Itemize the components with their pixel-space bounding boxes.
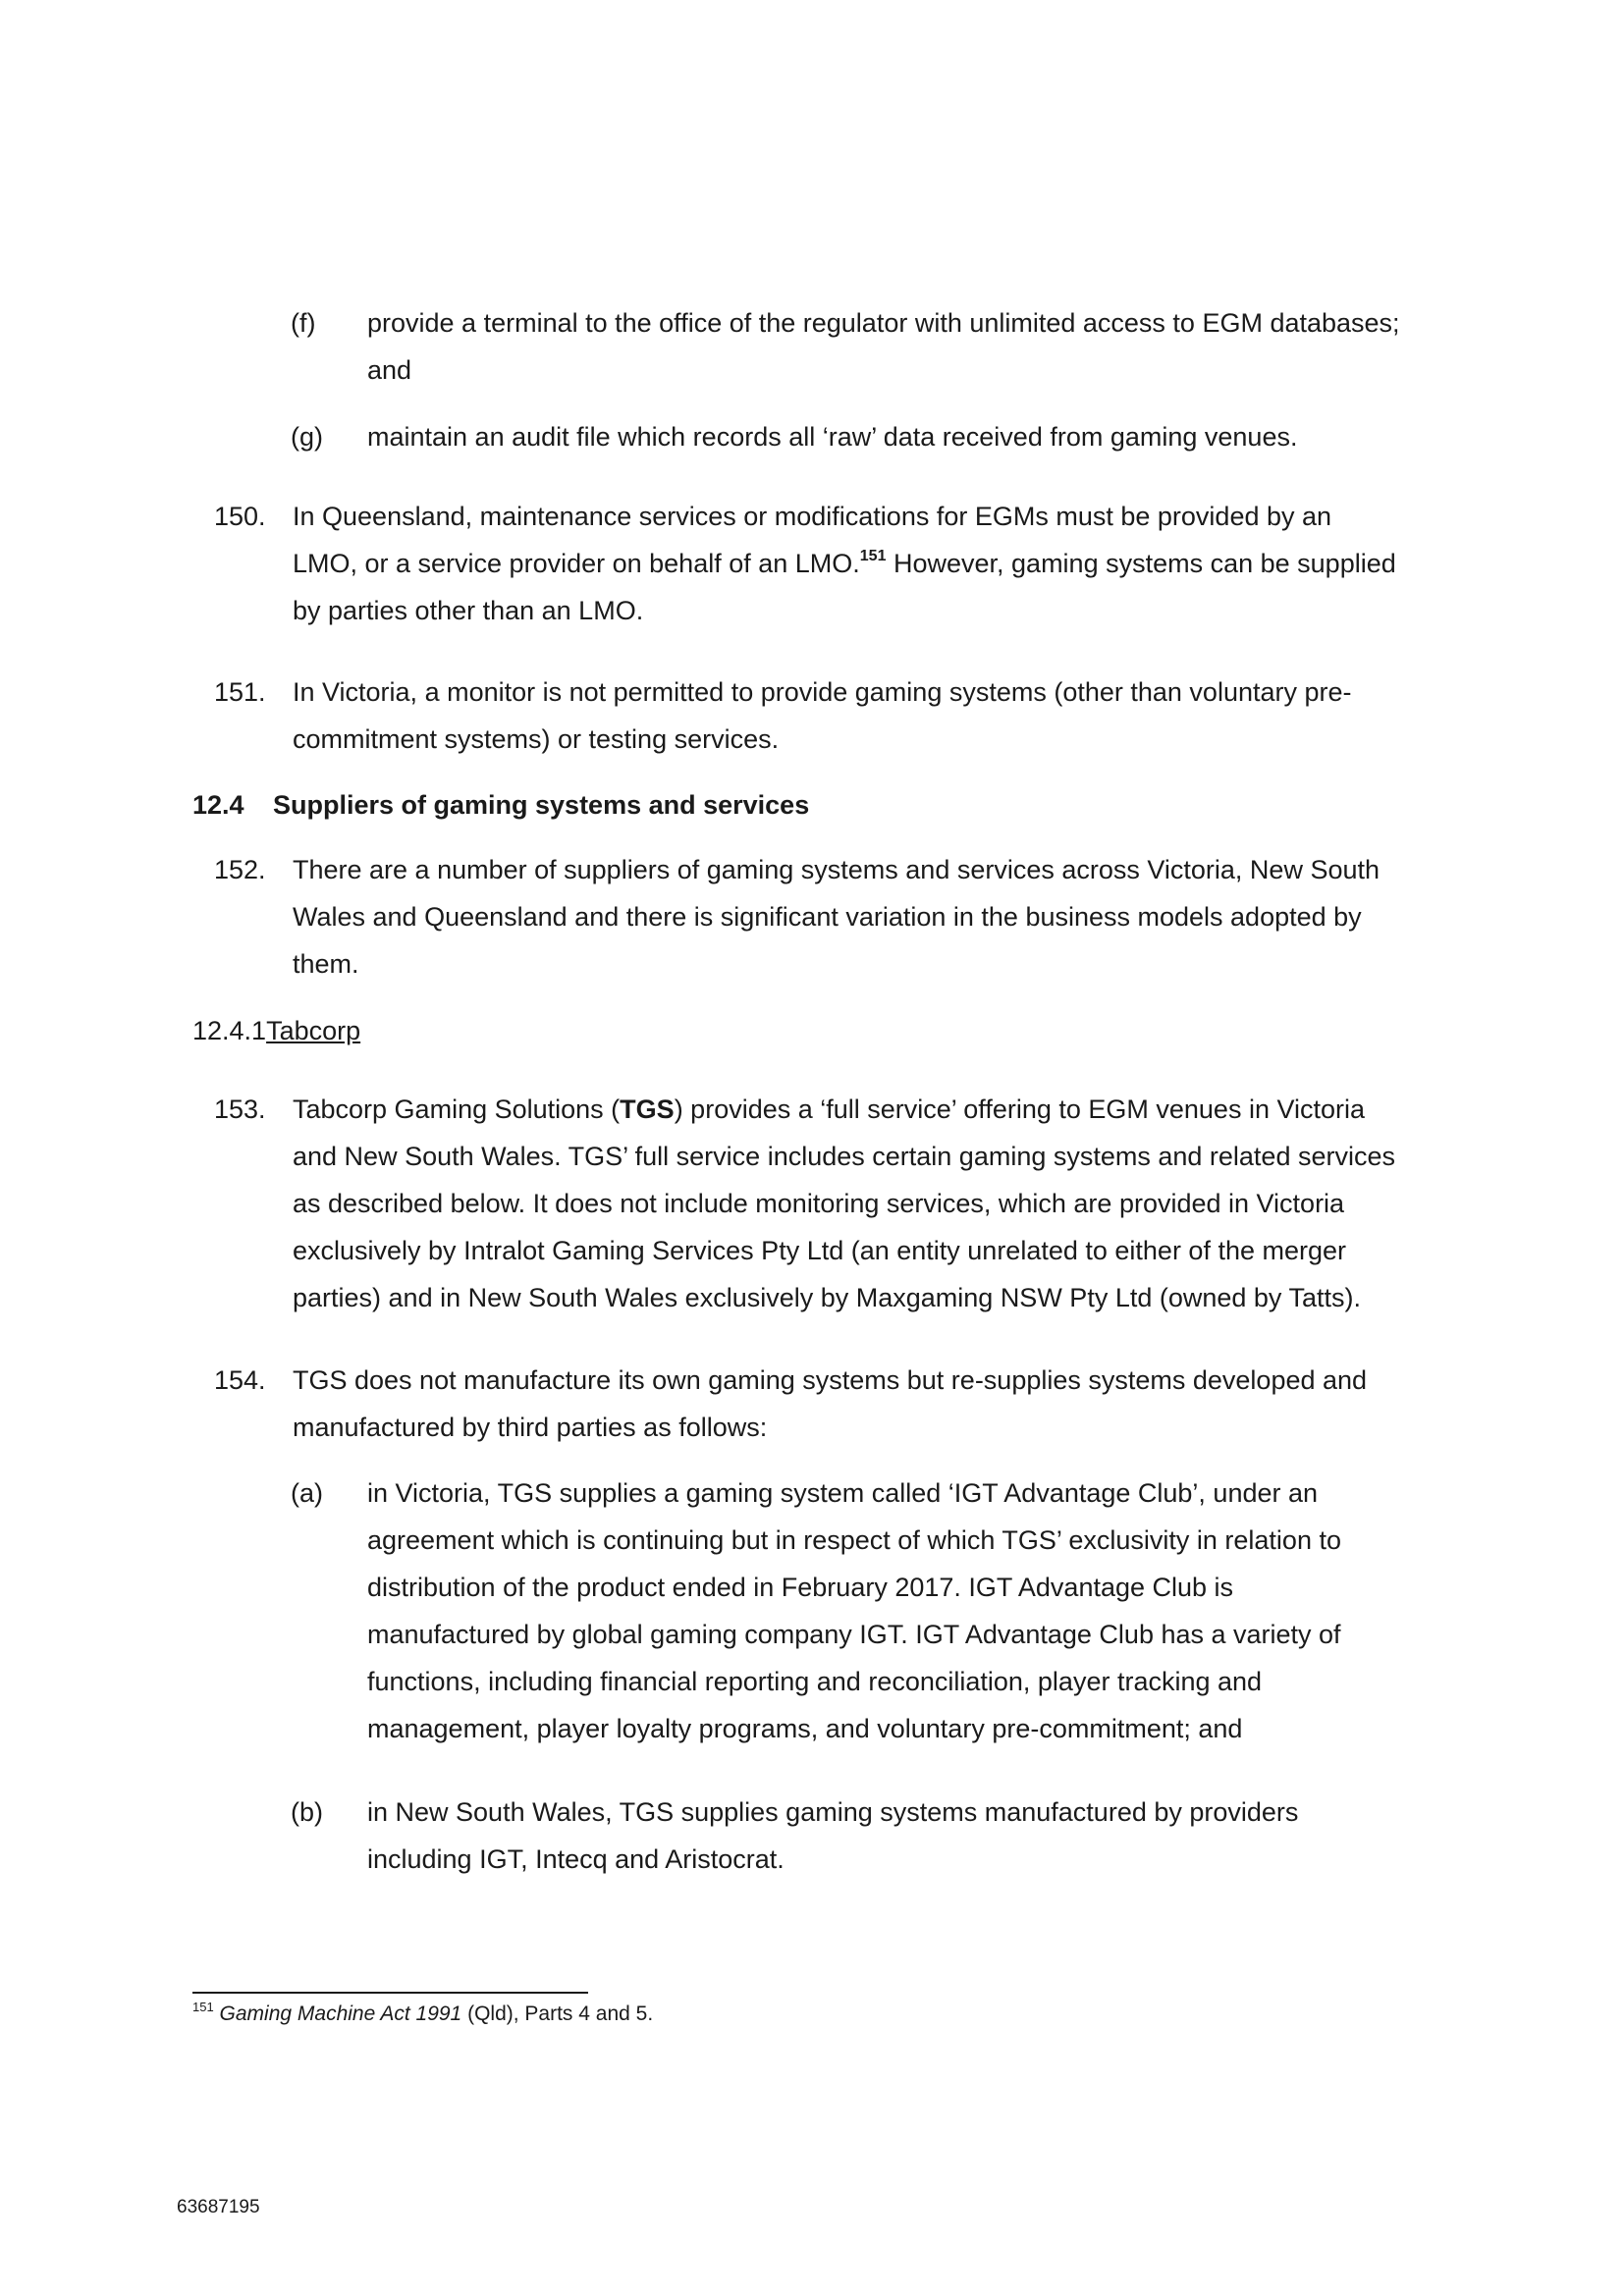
footnote-text: (Qld), Parts 4 and 5. (461, 2002, 654, 2025)
text-line: management, player loyalty programs, and voluntary pre-commitment; and (367, 1714, 1243, 1743)
paragraph-text (293, 493, 1451, 634)
text-line: in Victoria, TGS supplies a gaming system called ‘IGT Advantage Club’, under an (367, 1478, 1319, 1508)
list-item-text (367, 299, 1447, 394)
paragraph-text (293, 846, 1451, 988)
paragraph-number: 152. (214, 855, 266, 884)
text-line (293, 540, 1451, 587)
text-span: ) provides a ‘full service’ offering to EGM venues in Victoria (674, 1095, 1366, 1124)
paragraph-text (293, 668, 1451, 763)
text-line (293, 1086, 1451, 1133)
section-title: Tabcorp (266, 1016, 361, 1045)
defined-term: TGS (620, 1095, 675, 1124)
section-heading-12-4 (192, 785, 809, 825)
text-line: including IGT, Intecq and Aristocrat. (367, 1844, 785, 1874)
text-line: Wales and Queensland and there is significant variation in the business models adopted by (293, 902, 1362, 932)
text-line: In Victoria, a monitor is not permitted to provide gaming systems (other than voluntary pre- (293, 677, 1352, 707)
section-heading-12-4-1 (192, 1011, 360, 1050)
list-marker: (g) (291, 422, 323, 452)
text-line: manufactured by third parties as follows: (293, 1413, 768, 1442)
list-item-text (367, 1469, 1447, 1752)
paragraph-number: 154. (214, 1365, 266, 1395)
text-line: them. (293, 949, 359, 979)
paragraph-number: 153. (214, 1095, 266, 1124)
section-title: Suppliers of gaming systems and services (273, 790, 810, 820)
paragraph-text (293, 1357, 1451, 1451)
text-line: exclusively by Intralot Gaming Services Pty Ltd (an entity unrelated to either of the merger (293, 1236, 1347, 1265)
text-span: However, gaming systems can be supplied (886, 549, 1396, 578)
footnote-number: 151 (192, 2000, 214, 2014)
section-number: 12.4 (192, 790, 244, 820)
text-line: parties) and in New South Wales exclusively by Maxgaming NSW Pty Ltd (owned by Tatts). (293, 1283, 1361, 1312)
text-line: manufactured by global gaming company IGT. IGT Advantage Club has a variety of (367, 1620, 1341, 1649)
text-line: distribution of the product ended in February 2017. IGT Advantage Club is (367, 1573, 1234, 1602)
text-line: and New South Wales. TGS’ full service includes certain gaming systems and related services (293, 1142, 1395, 1171)
list-marker: (b) (291, 1797, 323, 1827)
text-line: In Queensland, maintenance services or modifications for EGMs must be provided by an (293, 502, 1332, 531)
text-line: TGS does not manufacture its own gaming systems but re-supplies systems developed and (293, 1365, 1368, 1395)
text-line: as described below. It does not include monitoring services, which are provided in Victoria (293, 1189, 1345, 1218)
footnote-151 (192, 2001, 653, 2028)
text-line: provide a terminal to the office of the regulator with unlimited access to EGM databases; (367, 308, 1400, 338)
document-number: 63687195 (177, 2197, 260, 2217)
text-span: LMO, or a service provider on behalf of an LMO. (293, 549, 860, 578)
text-line: by parties other than an LMO. (293, 596, 644, 625)
footnote-reference[interactable]: 151 (859, 548, 887, 564)
paragraph-text (293, 1086, 1451, 1321)
list-item-text (367, 1789, 1447, 1883)
footnote-separator (192, 1992, 588, 1994)
text-span: Tabcorp Gaming Solutions ( (293, 1095, 621, 1124)
text-line: There are a number of suppliers of gaming systems and services across Victoria, New South (293, 855, 1380, 884)
text-line: commitment systems) or testing services. (293, 724, 780, 754)
text-line: agreement which is continuing but in respect of which TGS’ exclusivity in relation to (367, 1525, 1341, 1555)
text-line: and (367, 355, 412, 385)
section-number: 12.4.1 (192, 1016, 267, 1045)
text-line: functions, including financial reporting and reconciliation, player tracking and (367, 1667, 1263, 1696)
list-marker: (a) (291, 1478, 323, 1508)
list-item-text (367, 413, 1447, 460)
paragraph-number: 150. (214, 502, 266, 531)
list-marker: (f) (291, 308, 316, 338)
footnote-act-title: Gaming Machine Act 1991 (219, 2002, 462, 2025)
text-line: in New South Wales, TGS supplies gaming systems manufactured by providers (367, 1797, 1299, 1827)
paragraph-number: 151. (214, 677, 266, 707)
text-line: maintain an audit file which records all ‘raw’ data received from gaming venues. (367, 422, 1298, 452)
